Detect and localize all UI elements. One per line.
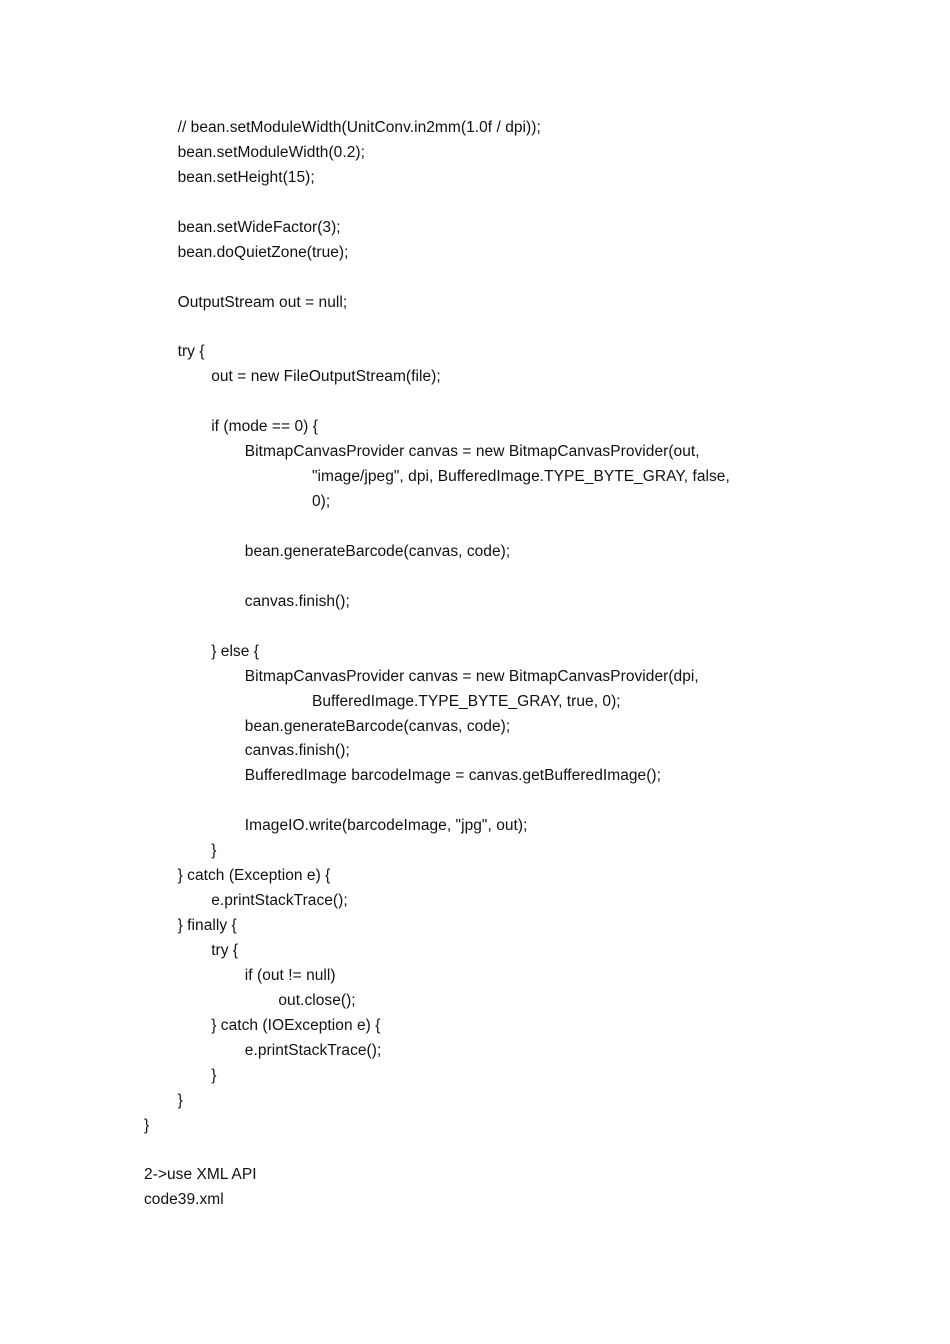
code-line: bean.setModuleWidth(0.2); [177, 143, 365, 161]
blank-line [144, 1138, 864, 1163]
code-line: e.printStackTrace(); [244, 1041, 382, 1059]
code-line: } [211, 1066, 217, 1084]
blank-line [144, 789, 864, 814]
code-line: code39.xml [144, 1191, 224, 1209]
code-line: } else { [211, 642, 259, 660]
code-line: e.printStackTrace(); [211, 892, 348, 910]
code-line: if (mode == 0) { [211, 418, 318, 436]
code-line: } catch (IOException e) { [211, 1016, 381, 1034]
code-line: bean.setWideFactor(3); [177, 218, 341, 236]
code-line: bean.generateBarcode(canvas, code); [244, 717, 511, 735]
blank-line [144, 615, 864, 640]
code-line: out = new FileOutputStream(file); [211, 368, 441, 386]
code-line: canvas.finish(); [244, 592, 350, 610]
code-line: out.close(); [278, 991, 356, 1009]
blank-line [144, 515, 864, 540]
code-line: "image/jpeg", dpi, BufferedImage.TYPE_BYTE_GRAY, false, [312, 468, 730, 486]
code-line: BufferedImage.TYPE_BYTE_GRAY, true, 0); [312, 692, 621, 710]
blank-line [144, 316, 864, 341]
code-line: bean.doQuietZone(true); [177, 243, 349, 261]
code-line: } catch (Exception e) { [177, 867, 331, 885]
code-line: ImageIO.write(barcodeImage, "jpg", out); [244, 817, 528, 835]
blank-line [144, 191, 864, 216]
code-line: bean.generateBarcode(canvas, code); [244, 542, 511, 560]
code-line: canvas.finish(); [244, 742, 350, 760]
code-line: } finally { [177, 917, 237, 934]
code-line: BitmapCanvasProvider canvas = new BitmapCanvasProvider(out, [244, 443, 700, 461]
code-line: 2->use XML API [144, 1166, 257, 1184]
code-line: BufferedImage barcodeImage = canvas.getBufferedImage(); [244, 767, 661, 785]
code-line: 0); [312, 493, 331, 511]
blank-line [144, 390, 864, 415]
code-line: // bean.setModuleWidth(UnitConv.in2mm(1.0f / dpi)); [177, 119, 541, 136]
code-listing [144, 116, 864, 1213]
code-line: BitmapCanvasProvider canvas = new BitmapCanvasProvider(dpi, [244, 667, 699, 685]
code-line: bean.setHeight(15); [177, 168, 315, 186]
code-line: try { [177, 343, 205, 361]
code-line: OutputStream out = null; [177, 293, 348, 311]
blank-line [144, 266, 864, 291]
code-line: } [211, 842, 217, 860]
code-line: try { [211, 941, 239, 959]
code-line: } [144, 1116, 150, 1134]
code-line: if (out != null) [244, 966, 336, 984]
blank-line [144, 565, 864, 590]
code-line: } [177, 1091, 183, 1109]
